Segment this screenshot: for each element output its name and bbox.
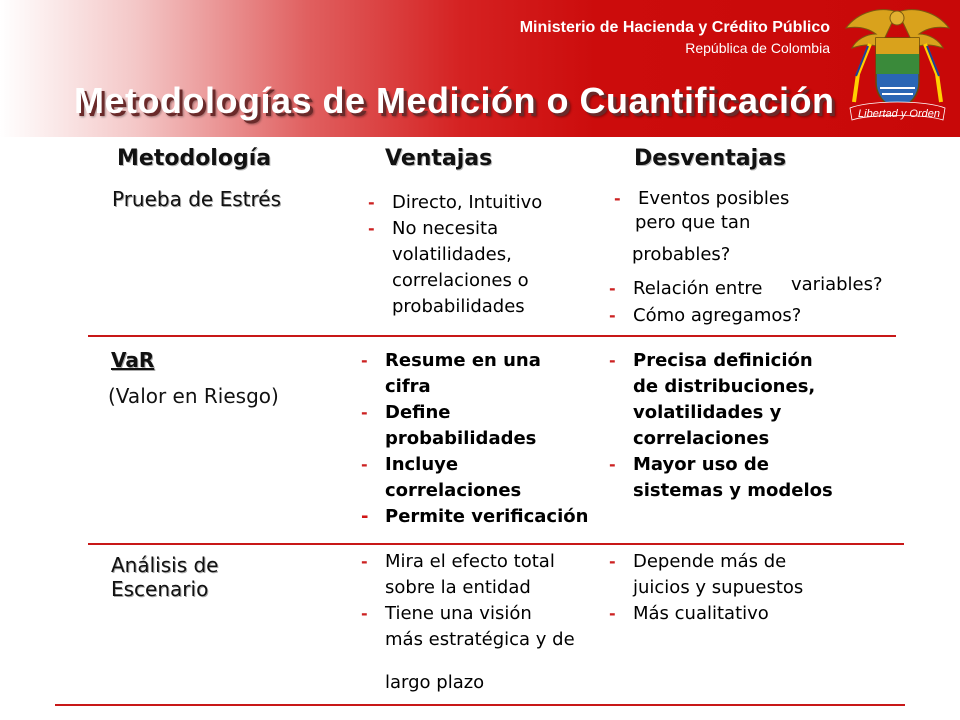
list-item: juicios y supuestos: [633, 577, 804, 598]
list-item: volatilidades y: [633, 402, 782, 423]
dash-icon: -: [361, 455, 368, 474]
dash-icon: -: [609, 552, 616, 571]
list-item: - Mira el efecto total: [361, 549, 621, 575]
list-item: cifra: [385, 376, 431, 397]
list-item: - Mayor uso de: [609, 452, 909, 478]
list-item: - Directo, Intuitivo: [368, 190, 608, 216]
list-item: - Relación entre: [609, 276, 809, 302]
list-item: - Cómo agregamos?: [609, 303, 889, 329]
column-header-method: Metodología: [117, 146, 272, 171]
dash-icon: -: [609, 604, 616, 623]
method-scenario-line2: Escenario: [111, 577, 209, 601]
disadvantage-text: pero que tan: [635, 212, 751, 233]
list-item: - Depende más de: [609, 549, 869, 575]
method-scenario-line1: Análisis de: [111, 553, 219, 577]
list-item: - Precisa definición: [609, 348, 909, 374]
list-item: correlaciones: [633, 428, 770, 449]
dash-icon: -: [609, 306, 616, 325]
list-item: - Permite verificación: [361, 504, 661, 530]
disadvantage-text: probables?: [632, 244, 731, 265]
dash-icon: -: [609, 351, 616, 370]
list-item: - Eventos posibles: [614, 186, 914, 212]
dash-icon: -: [361, 552, 368, 571]
list-item: probabilidades: [385, 428, 537, 449]
advantage-text: largo plazo: [385, 672, 485, 693]
list-item: - Más cualitativo: [609, 601, 869, 627]
list-item: - Define: [361, 400, 661, 426]
dash-icon: -: [361, 351, 368, 370]
advantages-stress-test: [368, 190, 608, 320]
column-header-advantages: Ventajas: [385, 146, 493, 171]
advantages-scenario: [361, 549, 621, 653]
ministry-name: Ministerio de Hacienda y Crédito Público: [519, 19, 830, 36]
disadvantage-item: [609, 303, 889, 329]
dash-icon: -: [614, 189, 621, 208]
list-item: de distribuciones,: [633, 376, 816, 397]
list-item: - Resume en una: [361, 348, 661, 374]
list-item: sistemas y modelos: [633, 480, 833, 501]
list-item: probabilidades: [392, 296, 525, 317]
slide-title: Metodologías de Medición o Cuantificación: [74, 80, 835, 121]
list-item: - No necesita: [368, 216, 608, 242]
row-divider: [55, 704, 905, 706]
list-item: sobre la entidad: [385, 577, 531, 598]
disadvantages-stress-test: [614, 186, 914, 212]
dash-icon: -: [361, 604, 368, 623]
method-scenario-analysis: [111, 553, 218, 601]
method-stress-test: Prueba de Estrés: [112, 187, 281, 211]
list-item: - Incluye: [361, 452, 661, 478]
list-item: correlaciones o: [392, 270, 529, 291]
dash-icon: -: [361, 506, 369, 527]
dash-icon: -: [368, 219, 375, 238]
disadvantages-var: [609, 348, 909, 504]
list-item: correlaciones: [385, 480, 522, 501]
list-item: más estratégica y de: [385, 629, 575, 650]
row-divider: [88, 335, 896, 337]
disadvantages-scenario: [609, 549, 869, 627]
dash-icon: -: [609, 455, 616, 474]
dash-icon: -: [368, 193, 375, 212]
column-header-disadvantages: Desventajas: [634, 146, 787, 171]
list-item: volatilidades,: [392, 244, 512, 265]
disadvantage-text: variables?: [791, 274, 883, 295]
ministry-label: [520, 18, 830, 58]
method-var: VaR: [111, 348, 155, 372]
dash-icon: -: [361, 403, 368, 422]
republic-name: República de Colombia: [685, 40, 830, 56]
crest-motto: Libertad y Orden: [858, 108, 940, 120]
row-divider: [88, 543, 904, 545]
disadvantage-item: [609, 276, 809, 302]
list-item: - Tiene una visión: [361, 601, 621, 627]
method-var-subtitle: (Valor en Riesgo): [108, 384, 279, 408]
dash-icon: -: [609, 279, 616, 298]
